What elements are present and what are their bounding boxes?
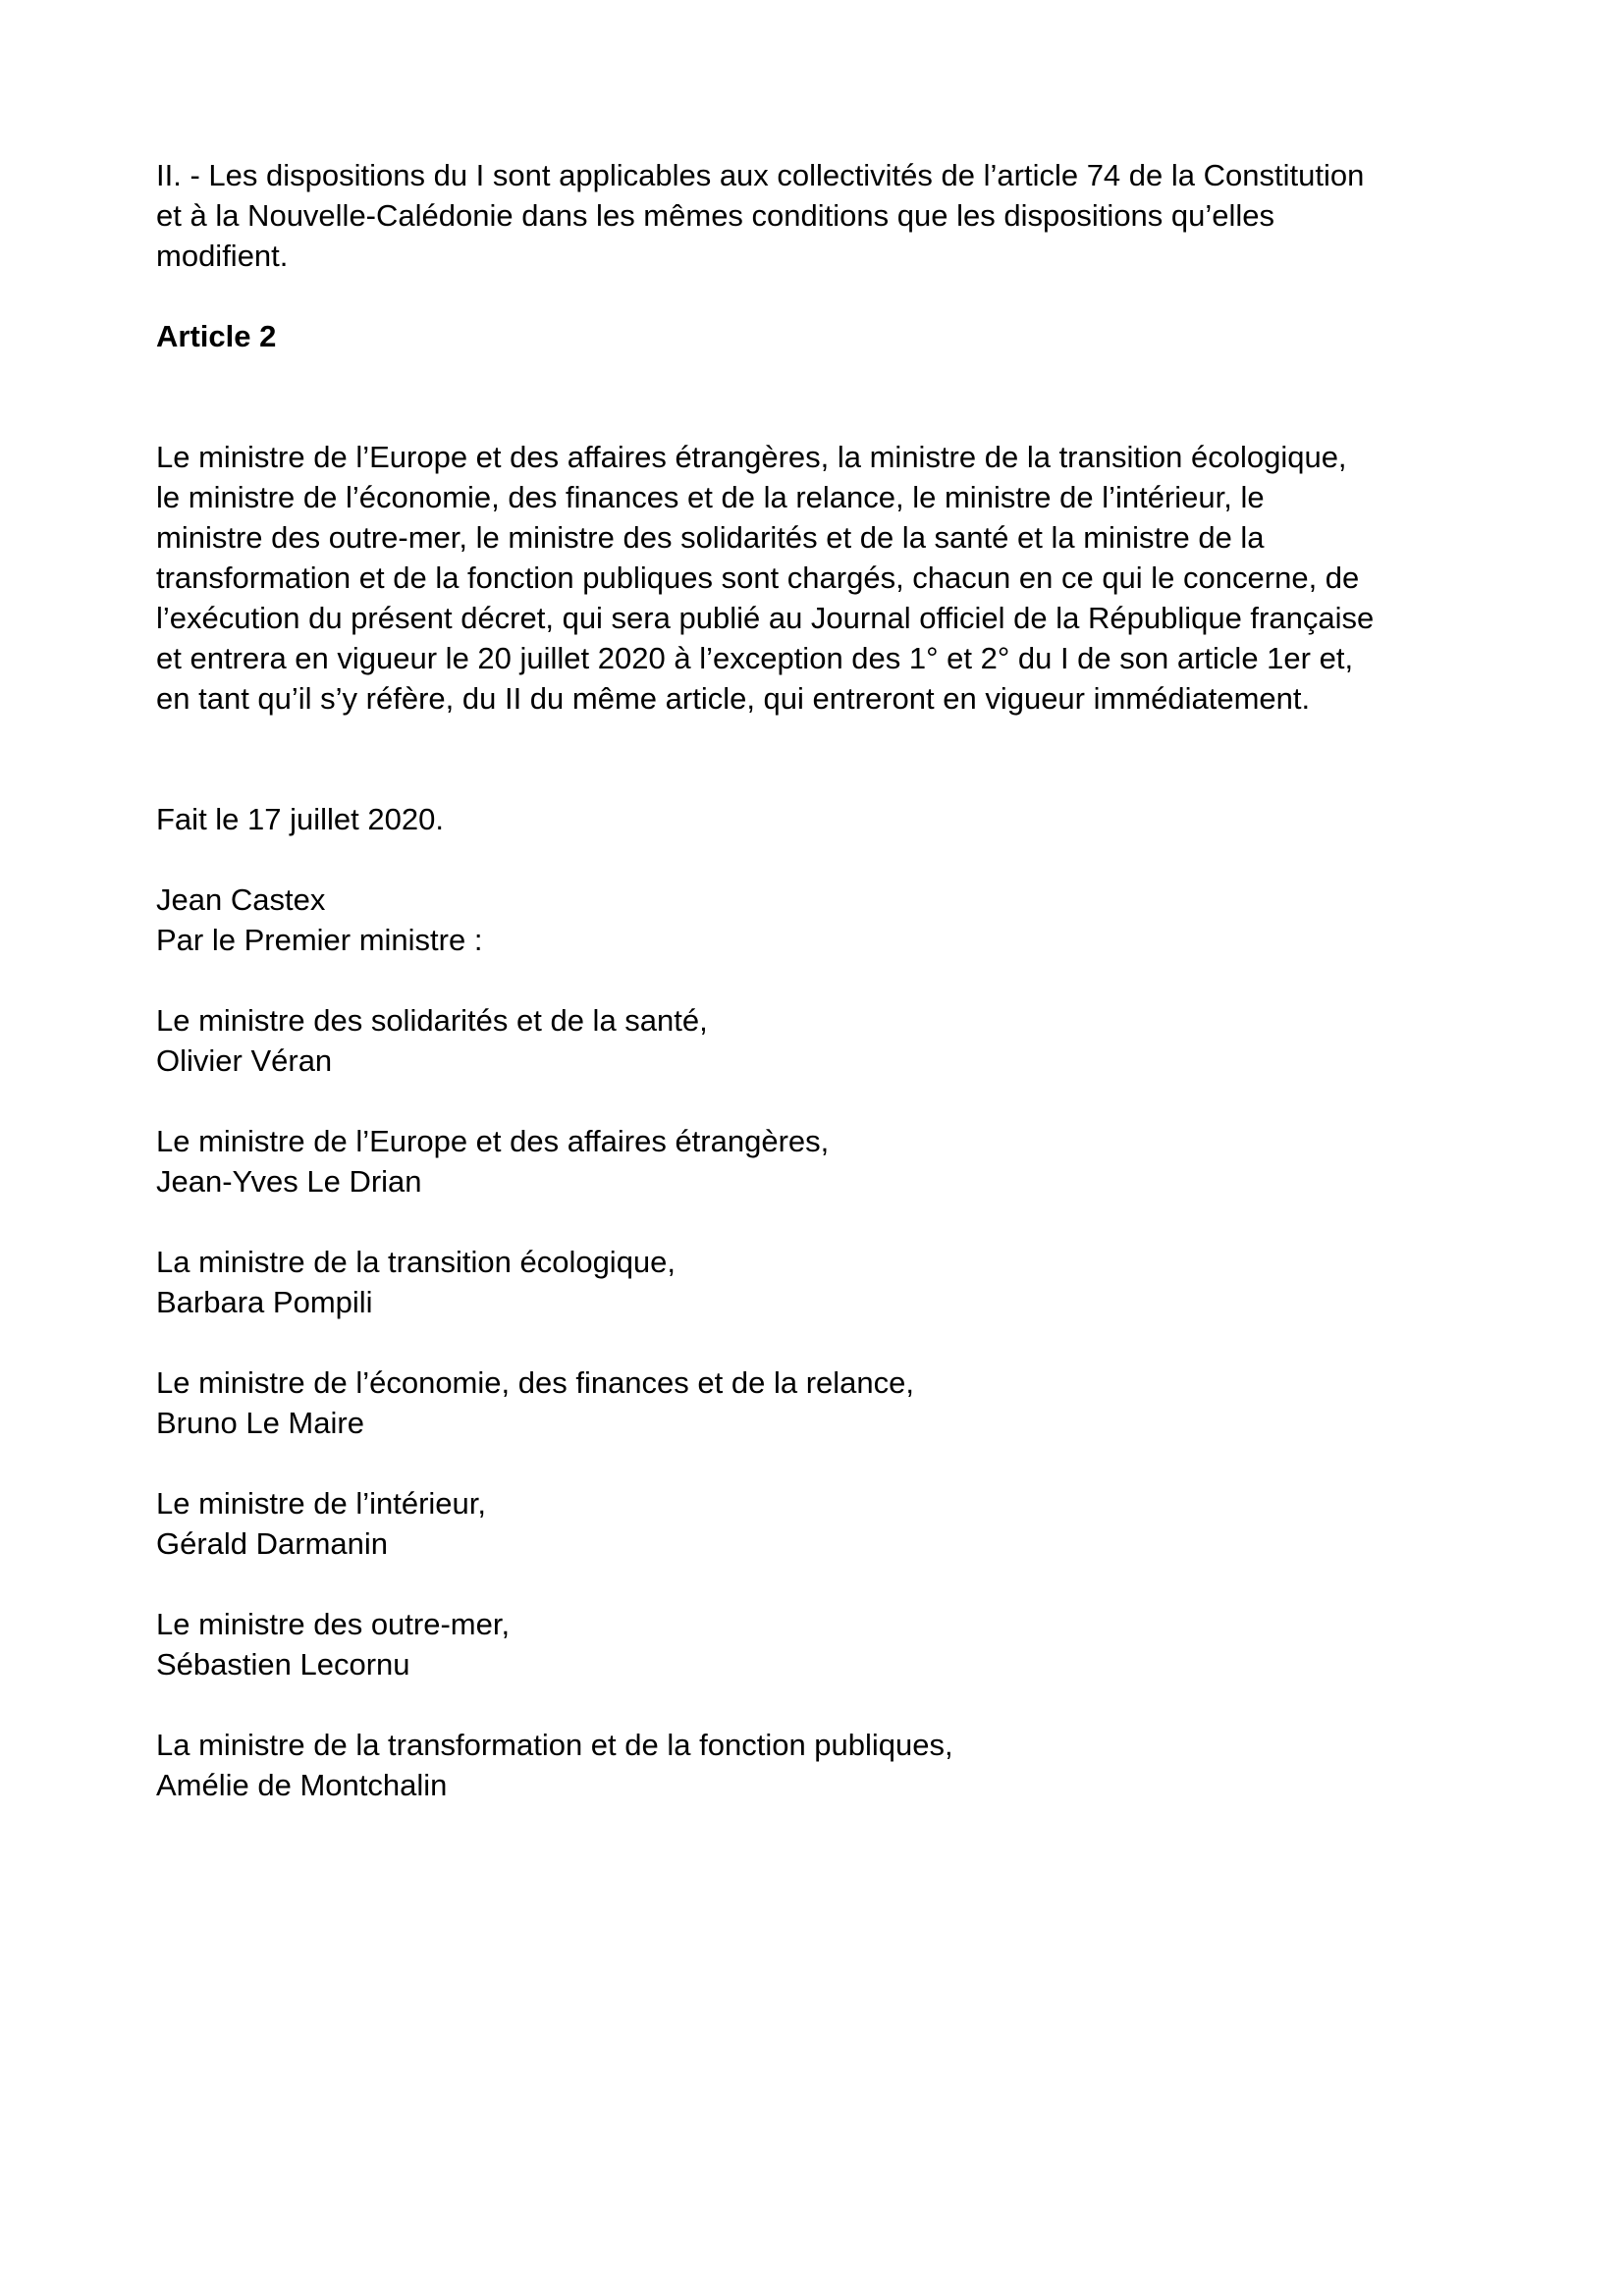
spacer — [156, 839, 1491, 880]
prime-minister-name: Jean Castex — [156, 882, 326, 917]
signatory-name: Jean-Yves Le Drian — [156, 1164, 422, 1199]
signatory-block — [156, 1362, 1491, 1443]
body-line: transformation et de la fonction publiques sont chargés, chacun en ce qui le concerne, de — [156, 561, 1360, 595]
body-line: en tant qu’il s’y réfère, du II du même article, qui entreront en vigueur immédiatement. — [156, 681, 1311, 716]
signatory-title: La ministre de la transition écologique, — [156, 1245, 677, 1279]
intro-line: modifient. — [156, 239, 289, 273]
spacer — [156, 960, 1491, 1000]
signatory-title: Le ministre des outre-mer, — [156, 1607, 511, 1641]
signatory-title: Le ministre de l’intérieur, — [156, 1486, 486, 1521]
intro-line: et à la Nouvelle-Calédonie dans les mêmes conditions que les dispositions qu’elles — [156, 198, 1275, 233]
intro-paragraph — [156, 155, 1491, 276]
spacer — [156, 1564, 1491, 1604]
article-heading: Article 2 — [156, 319, 277, 353]
body-line: Le ministre de l’Europe et des affaires étrangères, la ministre de la transition écologique, — [156, 440, 1347, 474]
signatory-block — [156, 1000, 1491, 1081]
signatory-name: Bruno Le Maire — [156, 1406, 364, 1440]
spacer — [156, 356, 1491, 437]
signatory-name: Gérald Darmanin — [156, 1526, 389, 1561]
spacer — [156, 276, 1491, 316]
signatory-name: Amélie de Montchalin — [156, 1768, 448, 1802]
spacer — [156, 1322, 1491, 1362]
spacer — [156, 719, 1491, 799]
signatory-name: Olivier Véran — [156, 1043, 333, 1078]
signatory-title: La ministre de la transformation et de la fonction publiques, — [156, 1728, 953, 1762]
signatory-title: Le ministre des solidarités et de la santé, — [156, 1003, 708, 1038]
body-line: ministre des outre-mer, le ministre des solidarités et de la santé et la ministre de la — [156, 520, 1265, 555]
intro-line: II. - Les dispositions du I sont applicables aux collectivités de l’article 74 de la Constitution — [156, 158, 1365, 192]
signatory-title: Le ministre de l’Europe et des affaires étrangères, — [156, 1124, 830, 1158]
body-line: l’exécution du présent décret, qui sera publié au Journal officiel de la République française — [156, 601, 1375, 635]
signatory-block — [156, 1725, 1491, 1805]
prime-minister-block — [156, 880, 1491, 960]
signatory-name: Sébastien Lecornu — [156, 1647, 410, 1682]
date-line: Fait le 17 juillet 2020. — [156, 802, 444, 836]
body-paragraph — [156, 437, 1491, 719]
signatory-block — [156, 1242, 1491, 1322]
signatory-name: Barbara Pompili — [156, 1285, 373, 1319]
spacer — [156, 1684, 1491, 1725]
signatory-block — [156, 1121, 1491, 1201]
document-page — [156, 155, 1491, 1805]
prime-minister-byline: Par le Premier ministre : — [156, 923, 483, 957]
signatory-title: Le ministre de l’économie, des finances et de la relance, — [156, 1365, 914, 1400]
signatory-block — [156, 1604, 1491, 1684]
body-line: le ministre de l’économie, des finances et de la relance, le ministre de l’intérieur, le — [156, 480, 1265, 514]
spacer — [156, 1201, 1491, 1242]
spacer — [156, 1081, 1491, 1121]
body-line: et entrera en vigueur le 20 juillet 2020 à l’exception des 1° et 2° du I de son article 1er et, — [156, 641, 1354, 675]
spacer — [156, 1443, 1491, 1483]
signatory-block — [156, 1483, 1491, 1564]
